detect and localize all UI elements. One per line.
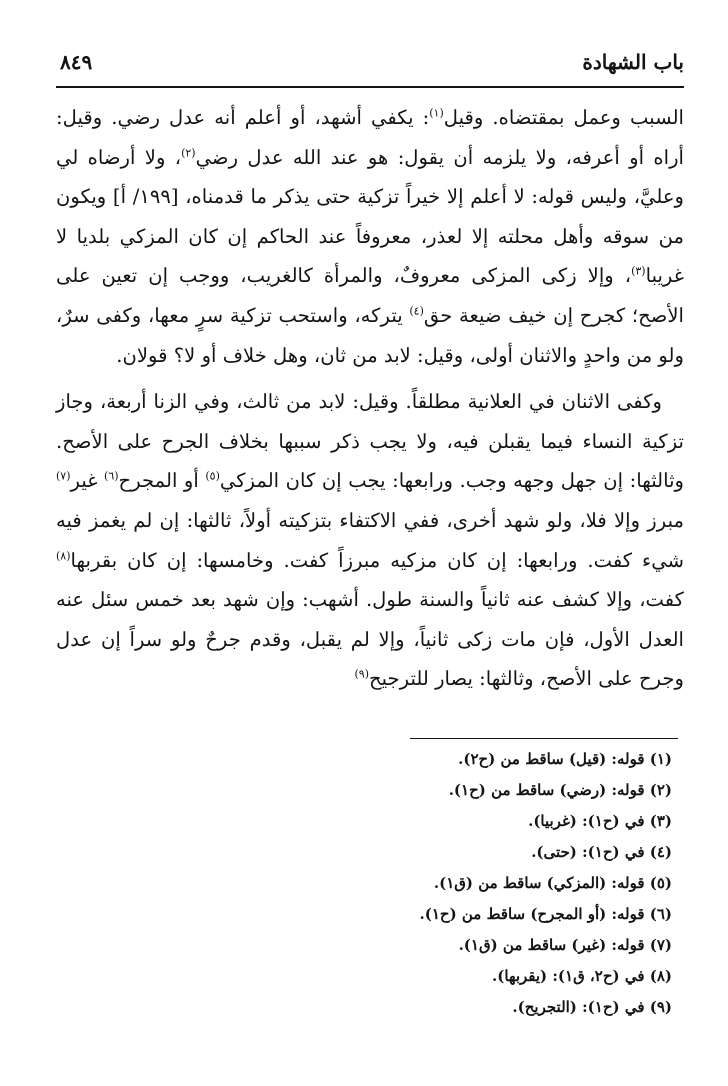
page-number: ٨٤٩ xyxy=(60,50,93,74)
footnote: (١) قوله: (قيل) ساقط من (ح٢). xyxy=(458,750,672,768)
footnote-marker: (٦) xyxy=(104,469,119,483)
header-rule xyxy=(56,86,684,88)
footnote: (٣) في (ح١): (غربيا). xyxy=(528,812,672,830)
running-title: باب الشهادة xyxy=(582,50,684,74)
footnote: (٥) قوله: (المزكي) ساقط من (ق١). xyxy=(433,874,672,892)
footnote-marker: (٧) xyxy=(56,469,71,483)
text-run: مبرز وإلا فلا، ولو شهد أخرى، ففي الاكتفاء بتزكيته أولاً، ثالثها: إن لم يغمز فيه شيء كفت. ورابعها: إن كان مزكيه مبرزاً كفت. وخامسها: إن كان بقربها xyxy=(56,508,684,572)
footnote-marker: (٥) xyxy=(205,469,220,483)
page-header xyxy=(56,48,684,86)
text-run: يتركه، واستحب تزكية سرٍ معها، وكفى سرٌ، ولو من واحدٍ والاثنان أولى، وقيل: لابد من ثان، وهل خلاف أو لا؟ قولان. xyxy=(56,303,684,367)
footnote-marker: (٤) xyxy=(409,304,424,318)
footnote: (٧) قوله: (غير) ساقط من (ق١). xyxy=(458,936,672,954)
text-run: وكفى الاثنان في العلانية مطلقاً. وقيل: لابد من ثالث، وفي الزنا أربعة، وجاز تزكية النساء فيما يقبلن فيه، ولا يجب ذكر سببها بخلاف الجرح على الأصح. وثالثها: إن جهل وجهه وجب. ورابعها: يجب إن كان المزكي xyxy=(56,390,684,493)
text-run: السبب وعمل بمقتضاه. وقيل xyxy=(443,106,684,129)
footnote: (٦) قوله: (أو المجرح) ساقط من (ح١). xyxy=(419,905,672,923)
main-text xyxy=(56,98,684,699)
text-run: : يكفي أشهد، أو أعلم أنه عدل رضي. وقيل: أراه أو أعرفه، ولا يلزمه أن يقول: هو عند الله عدل رضي xyxy=(56,106,684,169)
footnote-separator xyxy=(410,738,678,739)
footnotes-list xyxy=(56,744,672,1023)
footnote-marker: (٨) xyxy=(56,549,71,562)
footnote-marker: (١) xyxy=(429,106,444,120)
footnote: (٢) قوله: (رضي) ساقط من (ح١). xyxy=(448,781,672,799)
footnote-marker: (٣) xyxy=(631,264,646,278)
footnote-marker: (٢) xyxy=(181,146,196,160)
paragraph xyxy=(56,98,684,375)
text-run: كفت، وإلا كشف عنه ثانياً والسنة طول. أشهب: وإن شهد بعد خمس سئل عنه العدل الأول، فإن مات زكى ثانياً، وإلا لم يقبل، وقدم جرحٌ ولو سراً إن عدل وجرح على الأصح، وثالثها: يصار للترجيح xyxy=(56,588,684,691)
paragraph xyxy=(56,382,684,699)
text-run: ، وإلا زكى المزكى معروفٌ، والمرأة كالغريب، ووجب إن تعين على الأصح؛ كجرح إن خيف ضيعة حق xyxy=(56,264,684,327)
text-run: غير xyxy=(70,469,105,493)
text-run: ، ولا أرضاه لي وعليَّ، وليس قوله: لا أعلم إلا خيراً تزكية حتى يذكر ما قدمناه، [١٩٩/ أ] ويكون من سوقه وأهل محلته إلا لعذر، معروفاً عند الحاكم إن كان المزكي بلديا لا غريبا xyxy=(56,145,684,288)
text-run: أو المجرح xyxy=(118,469,206,493)
footnote-marker: (٩) xyxy=(354,667,369,681)
footnote: (٤) في (ح١): (حتى). xyxy=(531,843,672,861)
footnote: (٩) في (ح١): (التجريح). xyxy=(512,998,672,1016)
footnote: (٨) في (ح٢، ق١): (يقربها). xyxy=(492,967,672,985)
